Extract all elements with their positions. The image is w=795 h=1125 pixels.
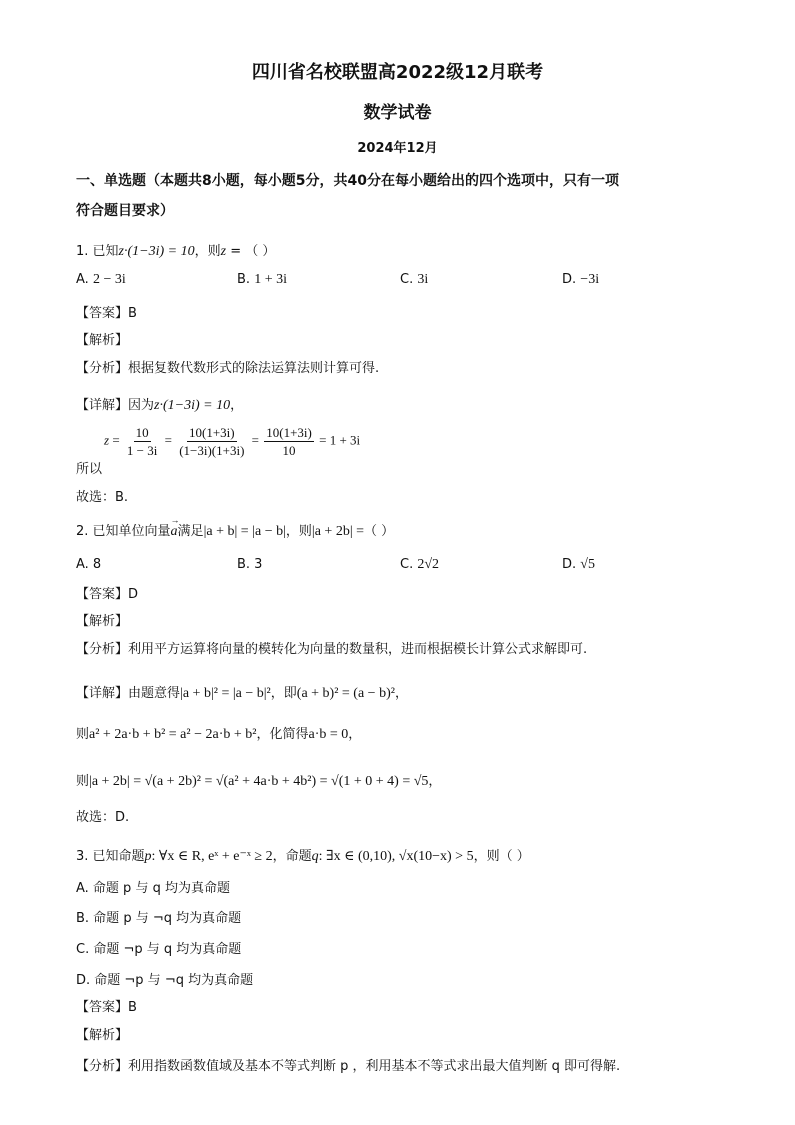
q1-option-c: [400, 272, 428, 288]
q2-xj1-a: 由题意得: [128, 686, 181, 701]
q2-vector-a: → a: [171, 524, 178, 540]
q3-stem: [76, 845, 530, 865]
q2-xj1-b: |a + b|² = |a − b|²: [180, 686, 271, 701]
q2-xj-line2: 则a² + 2a·b + b² = a² − 2a·b + b²，化简得a·b = 0，: [76, 727, 362, 742]
q1-choose: [76, 486, 128, 505]
q2-target: |a + 2b| =: [311, 524, 365, 539]
q1-stem: [76, 240, 275, 260]
xiangjie-label: 【详解】: [76, 398, 129, 413]
q1-option-d-label: D.: [562, 272, 577, 287]
q3-fenxi-text: 利用指数函数值域及基本不等式判断 p ，利用基本不等式求出最大值判断 q 即可得解.: [128, 1059, 621, 1074]
q1-choose-value: B.: [115, 490, 129, 505]
q2-option-c: [400, 557, 439, 573]
q2-number: 2. 已知单位向量: [76, 524, 171, 539]
q2-stem: [76, 520, 394, 540]
q2-xj-line1: 【详解】由题意得|a + b|² = |a − b|²，即(a + b)² = (a − b)²，: [76, 686, 408, 701]
section-heading-line2: 符合题目要求）: [76, 203, 174, 219]
q1-frac3-den: 10: [282, 443, 296, 458]
q1-frac3-num: 10(1+3i): [266, 425, 312, 440]
q3-q-statement: : ∃x ∈ (0,10), √x(10−x) > 5: [318, 849, 474, 864]
q1-analysis-label: 【解析】: [76, 333, 129, 348]
answer-label: 【答案】: [76, 587, 129, 602]
q2-xj2-b: a² + 2a·b + b² = a² − 2a·b + b²: [89, 727, 257, 742]
q3-option-b: B. 命题 p 与 ¬q 均为真命题: [76, 911, 242, 926]
q1-condition: z·(1−3i) = 10: [118, 244, 195, 259]
q1-z: z: [220, 244, 227, 259]
q3-option-a: A. 命题 p 与 q 均为真命题: [76, 881, 230, 896]
q1-result: 1 + 3i: [329, 432, 361, 448]
q1-option-a: [76, 272, 126, 288]
q3-fenxi: [76, 1055, 620, 1074]
q2-xj2-d: a·b = 0: [308, 727, 349, 742]
q2-xj2-a: 则: [76, 727, 90, 742]
q1-option-d-value: −3i: [580, 272, 600, 287]
q2-xj3-a: 则: [76, 774, 90, 789]
fenxi-label: 【分析】: [76, 1059, 129, 1074]
q2-xj1-c: ，即: [270, 686, 297, 701]
q3-p: p: [144, 849, 152, 864]
q2-option-d: [562, 557, 595, 573]
q2-option-c-label: C.: [400, 557, 414, 572]
q2-xj1-d: (a + b)² = (a − b)²: [296, 686, 395, 701]
q2-answer-value: D: [128, 587, 139, 602]
section-heading-line1: 一、单选题（本题共8小题，每小题5分，共40分在每小题给出的四个选项中，只有一项: [76, 173, 619, 189]
q2-option-c-value: 2√2: [417, 557, 440, 572]
q1-suoyi: 所以: [76, 462, 103, 477]
answer-label: 【答案】: [76, 306, 129, 321]
q1-option-c-value: 3i: [417, 272, 429, 287]
q1-option-b: [237, 272, 287, 288]
q2-xj3-b: |a + 2b| = √(a + 2b)² = √(a² + 4a·b + 4b²) = √(1 + 0 + 4) = √5: [89, 774, 429, 789]
q1-fraction-chain: z = $\frac{10}{1 - 3i}$ = $\frac{10(1+3i)}{(1-3i)(1+3i)}$ = $\frac{10(1+3i)}{10}$ = 1 + 3i: [104, 425, 361, 458]
q3-ask: ，则（ ）: [473, 849, 530, 864]
q1-eq: = （ ）: [226, 244, 276, 259]
q3-mid: ，命题: [272, 849, 312, 864]
q2-option-d-value: √5: [580, 557, 595, 572]
fenxi-label: 【分析】: [76, 361, 129, 376]
q1-answer-value: B: [128, 306, 137, 321]
exam-subtitle: 数学试卷: [363, 103, 432, 123]
q2-fenxi: [76, 638, 587, 657]
q1-fenxi-text: 根据复数代数形式的除法运算法则计算可得.: [128, 361, 380, 376]
fenxi-label: 【分析】: [76, 642, 129, 657]
q1-option-a-label: A.: [76, 272, 89, 287]
q3-answer: [76, 996, 137, 1015]
q1-xj-condition: z·(1−3i) = 10: [154, 398, 231, 413]
q3-q: q: [311, 849, 319, 864]
q1-number: 1. 已知: [76, 244, 119, 259]
xiangjie-label: 【详解】: [76, 686, 129, 701]
q1-fenxi: [76, 357, 379, 376]
q3-option-d: D. 命题 ¬p 与 ¬q 均为真命题: [76, 973, 254, 988]
q3-p-statement: : ∀x ∈ R, eˣ + e⁻ˣ ≥ 2: [151, 849, 273, 864]
q1-frac2-num: 10(1+3i): [189, 425, 235, 440]
choose-label: 故选：: [76, 490, 116, 505]
q2-option-b: B. 3: [237, 557, 263, 572]
q1-ask: ，则: [194, 244, 221, 259]
q2-xj2-c: ，化简得: [256, 727, 309, 742]
q1-xiangjie: 【详解】因为z·(1−3i) = 10，: [76, 398, 244, 413]
q1-frac1-den: 1 − 3i: [126, 443, 158, 458]
exam-date: 2024年12月: [357, 141, 438, 156]
q3-option-c: C. 命题 ¬p 与 q 均为真命题: [76, 942, 242, 957]
q2-ask: ，则: [285, 524, 312, 539]
q1-answer: [76, 302, 137, 321]
q3-number: 3. 已知命题: [76, 849, 145, 864]
q1-option-a-value: 2 − 3i: [92, 272, 126, 287]
q3-answer-value: B: [128, 1000, 137, 1015]
q1-frac1-num: 10: [135, 425, 149, 440]
q2-choose: [76, 806, 129, 825]
q2-xj-line3: 则|a + 2b| = √(a + 2b)² = √(a² + 4a·b + 4b²) = √(1 + 0 + 4) = √5，: [76, 774, 442, 789]
q2-paren: （ ）: [364, 524, 395, 539]
q1-option-b-label: B.: [237, 272, 251, 287]
q2-condition: |a + b| = |a − b|: [203, 524, 286, 539]
q2-choose-value: D.: [115, 810, 130, 825]
q1-frac2-den: (1−3i)(1+3i): [179, 443, 245, 458]
answer-label: 【答案】: [76, 1000, 129, 1015]
choose-label: 故选：: [76, 810, 116, 825]
q1-option-d: [562, 272, 599, 288]
q2-analysis-label: 【解析】: [76, 614, 129, 629]
q2-option-d-label: D.: [562, 557, 577, 572]
q2-fenxi-text: 利用平方运算将向量的模转化为向量的数量积，进而根据模长计算公式求解即可.: [128, 642, 588, 657]
q1-option-c-label: C.: [400, 272, 414, 287]
exam-title: 四川省名校联盟高2022级12月联考: [251, 62, 544, 83]
q3-analysis-label: 【解析】: [76, 1028, 129, 1043]
q1-option-b-value: 1 + 3i: [254, 272, 287, 287]
q2-answer: [76, 583, 138, 602]
q2-manzu: 满足: [177, 524, 204, 539]
q2-option-a: A. 8: [76, 557, 102, 572]
q1-xj-prefix: 因为: [128, 398, 155, 413]
